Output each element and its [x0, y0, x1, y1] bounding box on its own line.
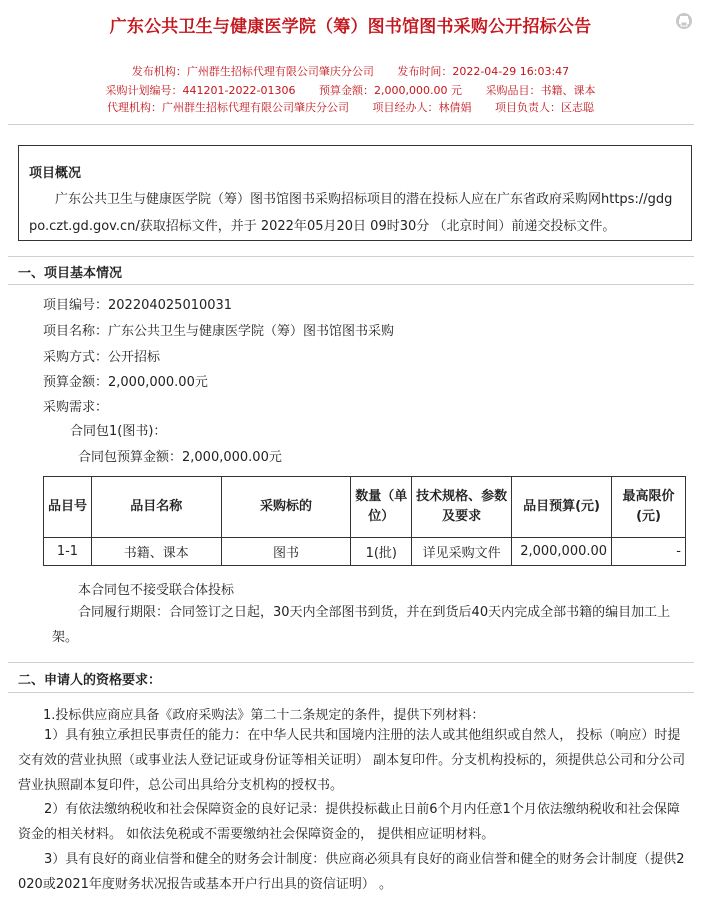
column-header: 技术规格、参数及要求: [412, 477, 512, 538]
overview-title: 项目概况: [29, 166, 82, 181]
qualification-item-1-1: 1）具有独立承担民事责任的能力：在中华人民共和国境内注册的法人或其他组织或自然人， 投标（响应）时提交有效的营业执照（或事业法人登记证或身份证等相关证明） 副本复印件。分支机构投标的，须提供总公司和分公司营业执照副本复印件，总公司出具给分支机构的授权书。: [18, 728, 686, 793]
plan-number: 采购计划编号：441201-2022-01306: [105, 84, 296, 97]
qualification-item-1: 1.投标供应商应具备《政府采购法》第二十二条规定的条件，提供下列材料：: [43, 708, 485, 723]
contract-period: 合同履行期限：合同签订之日起，30天内全部图书到货，并在到货后40天内完成全部书籍的编目加工上架。: [52, 605, 671, 645]
divider: [8, 662, 694, 663]
section-1-heading: 一、项目基本情况: [18, 266, 123, 281]
budget-amount: 预算金额：2,000,000.00 元: [318, 84, 462, 97]
divider: [8, 256, 694, 257]
section-2-heading: 二、申请人的资格要求：: [18, 673, 162, 688]
print-button[interactable]: [676, 13, 692, 29]
items-table: [43, 476, 686, 566]
contract-package-budget: 合同包预算金额：2,000,000.00元: [78, 450, 282, 465]
divider: [8, 124, 694, 125]
table-cell: 1(批): [351, 538, 412, 566]
qualification-item-1-3: 3）具有良好的商业信誉和健全的财务会计制度：供应商必须具有良好的商业信誉和健全的财务会计制度（提供2020或2021年度财务状况报告或基本开户行出具的资信证明） 。: [18, 852, 685, 892]
column-header: 最高限价(元): [612, 477, 686, 538]
print-icon: [676, 13, 692, 29]
table-cell: -: [612, 538, 686, 566]
publish-time: 发布时间：2022-04-29 16:03:47: [397, 65, 570, 78]
project-name: 项目名称：广东公共卫生与健康医学院（筹）图书馆图书采购: [43, 324, 395, 339]
table-cell: 2,000,000.00: [512, 538, 612, 566]
publisher: 发布机构：广州群生招标代理有限公司肇庆分公司: [131, 65, 374, 78]
divider: [8, 284, 694, 285]
purchase-method: 采购方式：公开招标: [43, 350, 161, 365]
purchase-category: 采购品目：书籍、课本: [485, 84, 596, 97]
overview-text: 广东公共卫生与健康医学院（筹）图书馆图书采购招标项目的潜在投标人应在广东省政府采购网https://gdgpo.czt.gd.gov.cn/获取招标文件，并于 2022年05月20日 09时30分 （北京时间）前递交投标文件。: [29, 192, 673, 234]
consortium-note: 本合同包不接受联合体投标: [78, 583, 235, 598]
meta-row-2: [0, 82, 701, 98]
contract-package: 合同包1(图书)：: [70, 424, 167, 439]
table-cell: 详见采购文件: [412, 538, 512, 566]
table-cell: 1-1: [44, 538, 92, 566]
table-cell: 图书: [221, 538, 351, 566]
table-cell: 书籍、课本: [91, 538, 221, 566]
column-header: 品目名称: [91, 477, 221, 538]
project-number: 项目编号：202204025010031: [43, 298, 233, 313]
purchase-demand-label: 采购需求：: [43, 400, 109, 415]
column-header: 数量（单位）: [351, 477, 412, 538]
column-header: 品目预算(元): [512, 477, 612, 538]
budget-line: 预算金额：2,000,000.00元: [43, 375, 208, 390]
project-manager: 项目负责人：区志聪: [495, 101, 594, 114]
column-header: 品目号: [44, 477, 92, 538]
column-header: 采购标的: [221, 477, 351, 538]
agency: 代理机构：广州群生招标代理有限公司肇庆分公司: [107, 101, 349, 114]
page-title: 广东公共卫生与健康医学院（筹）图书馆图书采购公开招标公告: [109, 17, 592, 37]
table-row: [44, 538, 686, 566]
meta-row-1: [0, 63, 701, 79]
table-header-row: [44, 477, 686, 538]
meta-row-3: [0, 99, 701, 115]
project-overview-box: [18, 145, 692, 241]
divider: [8, 692, 694, 693]
qualification-item-1-2: 2）有依法缴纳税收和社会保障资金的良好记录：提供投标截止日前6个月内任意1个月依法缴纳税收和社会保障资金的相关材料。 如依法免税或不需要缴纳社会保障资金的， 提供相应证明材料。: [18, 802, 680, 842]
project-handler: 项目经办人：林倩娟: [372, 101, 472, 114]
